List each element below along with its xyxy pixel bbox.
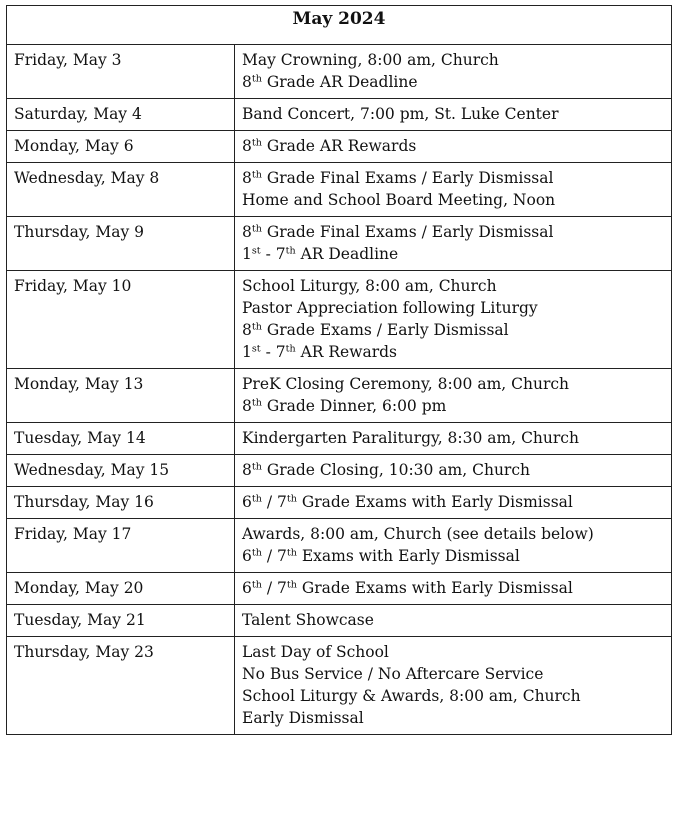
event-details [235,487,672,519]
event-line [242,319,664,341]
ordinal-suffix: th [251,223,262,235]
event-details [235,271,672,369]
event-details [235,637,672,735]
event-details [235,423,672,455]
event-text: AR Rewards [295,343,398,361]
event-line [242,275,664,297]
event-text: 1 [242,343,252,361]
ordinal-suffix: st [251,343,261,355]
table-row [7,271,672,369]
event-date: Wednesday, May 8 [7,163,235,217]
event-details [235,131,672,163]
table-row [7,45,672,99]
ordinal-suffix: th [286,579,297,591]
event-text: Grade Dinner, 6:00 pm [261,397,447,415]
ordinal-suffix: th [251,73,262,85]
event-text: Last Day of School [242,643,389,661]
event-line [242,103,664,125]
table-row [7,423,672,455]
event-date: Monday, May 20 [7,573,235,605]
event-text: / 7 [261,547,287,565]
event-text: / 7 [261,493,287,511]
table-row [7,487,672,519]
event-text: 1 [242,245,252,263]
event-details [235,573,672,605]
event-text: Grade AR Rewards [261,137,417,155]
event-text: AR Deadline [295,245,399,263]
table-row [7,455,672,487]
ordinal-suffix: th [251,579,262,591]
event-line [242,459,664,481]
event-text: 8 [242,397,252,415]
event-line [242,395,664,417]
ordinal-suffix: th [251,461,262,473]
table-row [7,573,672,605]
table-row [7,131,672,163]
event-line [242,545,664,567]
event-line [242,71,664,93]
event-text: No Bus Service / No Aftercare Service [242,665,544,683]
event-details [235,45,672,99]
table-row [7,519,672,573]
event-line [242,577,664,599]
event-text: Grade AR Deadline [261,73,418,91]
event-text: School Liturgy, 8:00 am, Church [242,277,497,295]
event-line [242,491,664,513]
event-line [242,243,664,265]
event-details [235,217,672,271]
ordinal-suffix: th [285,343,296,355]
event-text: Home and School Board Meeting, Noon [242,191,556,209]
event-line [242,49,664,71]
event-details [235,99,672,131]
month-title: May 2024 [7,6,672,45]
event-date: Friday, May 17 [7,519,235,573]
table-row [7,605,672,637]
ordinal-suffix: th [286,493,297,505]
ordinal-suffix: th [286,547,297,559]
event-text: 8 [242,223,252,241]
event-date: Saturday, May 4 [7,99,235,131]
ordinal-suffix: th [251,547,262,559]
event-line [242,341,664,363]
event-text: - 7 [260,245,286,263]
event-text: 8 [242,137,252,155]
event-line [242,189,664,211]
event-date: Friday, May 10 [7,271,235,369]
event-text: / 7 [261,579,287,597]
event-date: Monday, May 13 [7,369,235,423]
event-text: Exams with Early Dismissal [296,547,520,565]
ordinal-suffix: th [251,397,262,409]
table-row [7,637,672,735]
event-text: 8 [242,169,252,187]
event-text: Grade Exams with Early Dismissal [296,579,573,597]
event-text: 8 [242,461,252,479]
event-line [242,135,664,157]
event-text: PreK Closing Ceremony, 8:00 am, Church [242,375,570,393]
event-details [235,519,672,573]
event-text: 6 [242,579,252,597]
event-text: Kindergarten Paraliturgy, 8:30 am, Church [242,429,579,447]
event-text: Grade Closing, 10:30 am, Church [261,461,531,479]
event-date: Tuesday, May 14 [7,423,235,455]
event-line [242,641,664,663]
event-date: Tuesday, May 21 [7,605,235,637]
event-details [235,605,672,637]
event-date: Friday, May 3 [7,45,235,99]
event-text: Talent Showcase [242,611,374,629]
table-row [7,217,672,271]
event-text: Grade Final Exams / Early Dismissal [261,169,554,187]
event-line [242,373,664,395]
event-text: Pastor Appreciation following Liturgy [242,299,538,317]
event-text: Grade Exams / Early Dismissal [261,321,509,339]
event-line [242,685,664,707]
ordinal-suffix: th [251,137,262,149]
event-date: Monday, May 6 [7,131,235,163]
event-text: - 7 [260,343,286,361]
event-line [242,523,664,545]
event-text: Early Dismissal [242,709,364,727]
event-text: Grade Final Exams / Early Dismissal [261,223,554,241]
event-text: School Liturgy & Awards, 8:00 am, Church [242,687,581,705]
event-line [242,663,664,685]
header-row [7,6,672,45]
ordinal-suffix: th [285,245,296,257]
event-line [242,427,664,449]
event-text: May Crowning, 8:00 am, Church [242,51,499,69]
event-text: Awards, 8:00 am, Church (see details below) [242,525,594,543]
event-details [235,369,672,423]
calendar-table [6,5,672,735]
ordinal-suffix: th [251,169,262,181]
table-row [7,369,672,423]
ordinal-suffix: st [251,245,261,257]
event-text: Band Concert, 7:00 pm, St. Luke Center [242,105,559,123]
event-text: 8 [242,321,252,339]
table-row [7,99,672,131]
calendar-body [7,45,672,735]
table-row [7,163,672,217]
event-text: 8 [242,73,252,91]
event-line [242,221,664,243]
ordinal-suffix: th [251,493,262,505]
event-details [235,163,672,217]
event-text: Grade Exams with Early Dismissal [296,493,573,511]
ordinal-suffix: th [251,321,262,333]
event-date: Thursday, May 16 [7,487,235,519]
event-line [242,167,664,189]
event-date: Thursday, May 9 [7,217,235,271]
event-line [242,297,664,319]
event-details [235,455,672,487]
event-line [242,609,664,631]
event-text: 6 [242,493,252,511]
event-date: Wednesday, May 15 [7,455,235,487]
event-line [242,707,664,729]
event-date: Thursday, May 23 [7,637,235,735]
event-text: 6 [242,547,252,565]
